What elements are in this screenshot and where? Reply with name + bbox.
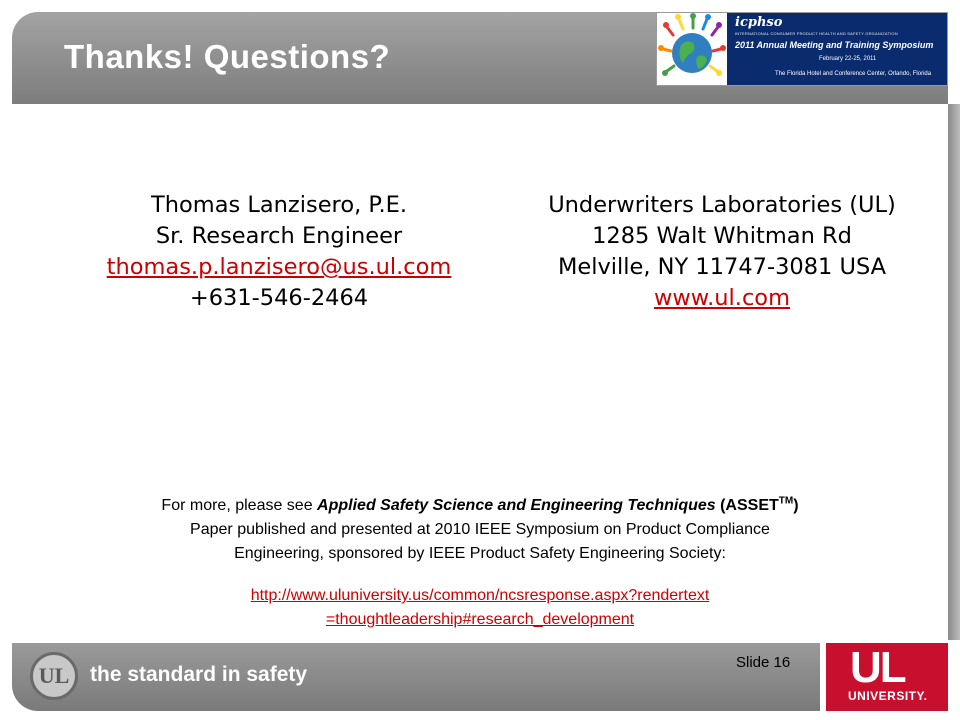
ul-circle-logo [30, 652, 78, 700]
reference-url-line-2[interactable]: =thoughtleadership#research_development [325, 611, 635, 628]
symposium-logo [656, 12, 948, 86]
reference-line-2: Paper published and presented at 2010 IEEE Symposium on Product Compliance [190, 521, 770, 538]
company-name: Underwriters Laboratories (UL) [548, 192, 896, 218]
contact-name: Thomas Lanzisero, P.E. [151, 192, 407, 218]
reference-line-3: Engineering, sponsored by IEEE Product Safety Engineering Society: [234, 545, 726, 562]
ul-badge-mark: UL [850, 643, 905, 692]
contact-email-link[interactable]: thomas.p.lanzisero@us.ul.com [106, 254, 452, 280]
reference-url [30, 584, 930, 632]
ul-circle-letters: UL [38, 663, 70, 688]
right-edge-shadow [948, 104, 960, 640]
ul-badge-text: UNIVERSITY. [848, 689, 928, 703]
reference-line-1 [30, 494, 930, 518]
logo-dates: February 22-25, 2011 [819, 56, 877, 62]
logo-banner [727, 13, 947, 85]
slide-number: Slide 16 [736, 654, 791, 671]
ul-university-badge [826, 643, 948, 711]
reference-acronym-open: (ASSET [715, 497, 779, 514]
logo-event: 2011 Annual Meeting and Training Symposium [735, 40, 934, 50]
footer-band [12, 643, 820, 711]
reference-url-line-1[interactable]: http://www.uluniversity.us/common/ncsresponse.aspx?rendertext [250, 587, 710, 604]
contact-job-title: Sr. Research Engineer [155, 223, 403, 249]
company-street: 1285 Walt Whitman Rd [592, 223, 852, 249]
logo-venue: The Florida Hotel and Conference Center, Orlando, Florida [775, 71, 932, 77]
contact-phone: +631-546-2464 [189, 285, 369, 311]
trademark-mark: TM [778, 495, 794, 507]
logo-brand: icphso [735, 15, 783, 30]
reference-paragraph [30, 494, 930, 566]
logo-org: INTERNATIONAL CONSUMER PRODUCT HEALTH AND SAFETY ORGANIZATION [735, 31, 898, 36]
contact-company [500, 190, 944, 314]
footer-tagline: the standard in safety [90, 663, 308, 686]
slide-title: Thanks! Questions? [64, 38, 391, 75]
globe-people-icon [657, 13, 727, 85]
contact-person [88, 190, 470, 314]
company-city: Melville, NY 11747-3081 USA [557, 254, 887, 280]
reference-book-title: Applied Safety Science and Engineering Techniques [317, 497, 716, 514]
company-website-link[interactable]: www.ul.com [653, 285, 790, 311]
reference-intro: For more, please see [161, 497, 318, 514]
reference-acronym-close: ) [793, 497, 799, 514]
